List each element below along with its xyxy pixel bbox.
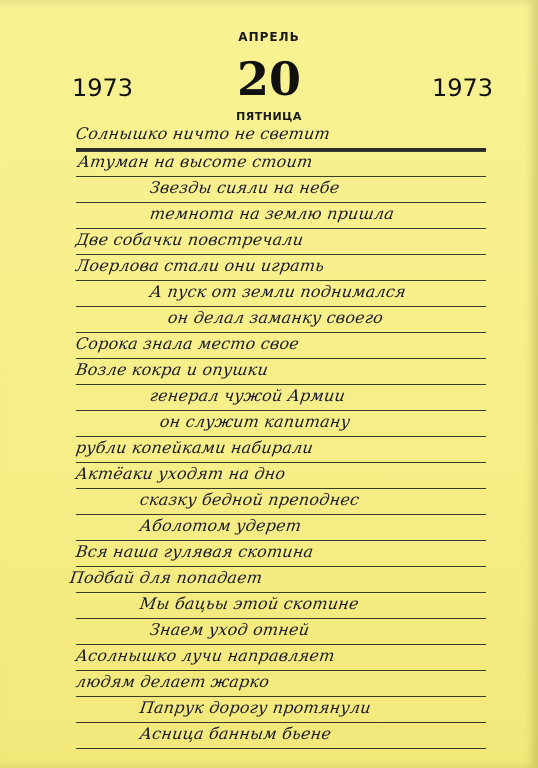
ruled-line (76, 592, 486, 593)
ruled-line (76, 644, 486, 645)
day-number: 20 (236, 52, 301, 106)
ruled-line (76, 618, 486, 619)
handwritten-line: он служит капитану (158, 412, 352, 431)
handwritten-line: темнота на землю пришла (148, 204, 396, 223)
month-label: АПРЕЛЬ (238, 30, 300, 44)
ruled-line (76, 332, 486, 333)
handwritten-line: Лоерлова стали они играть (74, 256, 326, 275)
ruled-line (76, 462, 486, 463)
ruled-line (76, 202, 486, 203)
handwritten-line: Сорока знала место свое (74, 334, 301, 353)
handwritten-line: сказку бедной преподнес (138, 490, 361, 509)
handwritten-line: Знаем уход отней (148, 620, 311, 639)
handwritten-line: людям делает жарко (74, 672, 271, 691)
handwritten-line: Аболотом удерет (138, 516, 303, 535)
handwritten-line: генерал чужой Армии (148, 386, 347, 405)
handwritten-line: он делал заманку своего (166, 308, 385, 327)
ruled-line (76, 436, 486, 437)
handwritten-line: Две собачки повстречали (74, 230, 305, 249)
handwritten-line: Мы бацьы этой скотине (138, 594, 361, 613)
ruled-line (76, 306, 486, 307)
handwritten-line: Солнышко ничто не светит (74, 124, 332, 143)
ruled-line (76, 696, 486, 697)
handwritten-line: рубли копейками набирали (74, 438, 315, 457)
handwritten-line: Подбай для попадает (68, 568, 264, 587)
ruled-line (76, 540, 486, 541)
handwritten-line: Асница банным бьене (138, 724, 333, 743)
handwritten-line: А пуск от земли поднимался (148, 282, 408, 301)
handwritten-line: Папрук дорогу протянули (138, 698, 373, 717)
handwritten-line: Актёаки уходят на дно (74, 464, 287, 483)
handwritten-line: Вся наша гулявая скотина (74, 542, 315, 561)
handwritten-line: Атуман на высоте стоит (76, 152, 314, 171)
ruled-line (76, 384, 486, 385)
ruled-line (76, 176, 486, 177)
weekday-label: ПЯТНИЦА (236, 110, 302, 123)
ruled-line (76, 280, 486, 281)
ruled-line (76, 228, 486, 229)
ruled-line (76, 566, 486, 567)
ruled-line (76, 514, 486, 515)
handwritten-line: Звезды сияли на небе (148, 178, 341, 197)
ruled-line (76, 254, 486, 255)
handwritten-line: Возле кокра и опушки (74, 360, 270, 379)
ruled-line (76, 410, 486, 411)
ruled-line (76, 488, 486, 489)
ruled-line (76, 722, 486, 723)
ruled-line (76, 748, 486, 749)
year-right: 1973 (432, 74, 494, 102)
year-left: 1973 (72, 74, 134, 102)
ruled-line (76, 670, 486, 671)
ruled-line (76, 358, 486, 359)
handwritten-line: Асолнышко лучи направляет (74, 646, 336, 665)
